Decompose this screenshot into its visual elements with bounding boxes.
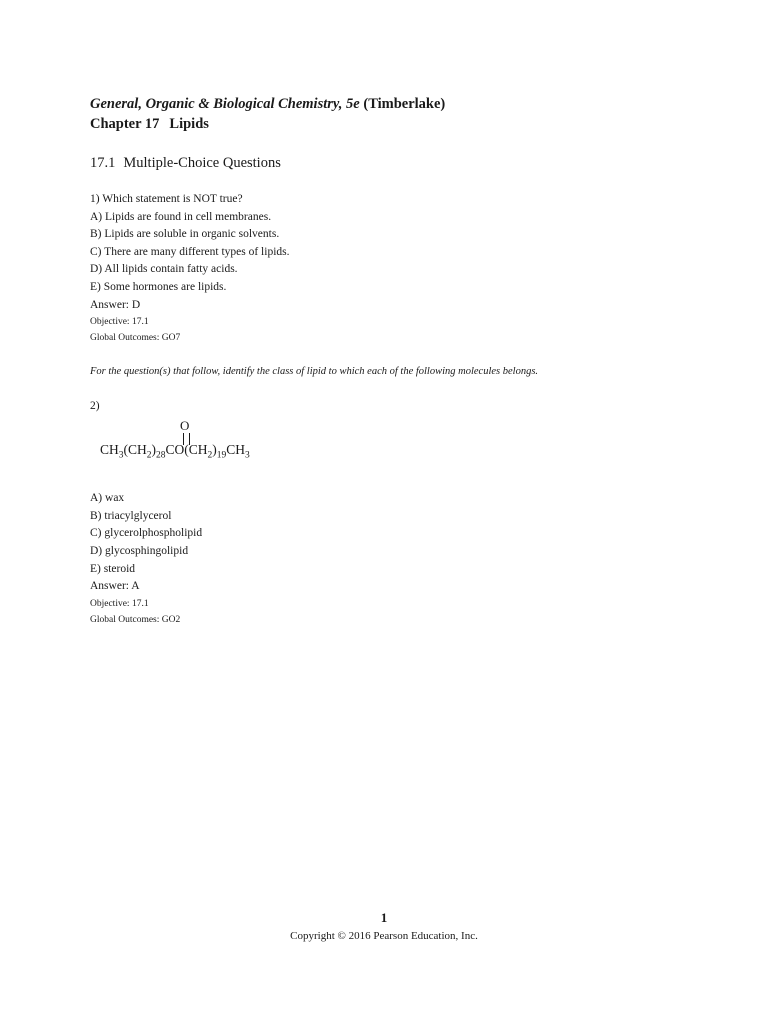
question-1-outcomes: Global Outcomes: GO7 [90,333,181,344]
chapter-title-line [90,114,690,134]
question-2-option-c: C) glycerolphospholipid [90,527,203,540]
question-2-option-d: D) glycosphingolipid [90,544,189,557]
question-1-option-a: A) Lipids are found in cell membranes. [90,210,272,223]
question-1-option-d: D) All lipids contain fatty acids. [90,263,238,276]
question-2-outcomes: Global Outcomes: GO2 [90,614,181,625]
book-title: General, Organic & Biological Chemistry, 5e [90,96,360,112]
question-2-option-b: B) triacylglycerol [90,509,172,522]
question-1-answer: Answer: D [90,298,141,311]
book-author: (Timberlake) [363,96,446,112]
formula-chain: $CH_3(CH_2)_{28}CO(CH_2)_{19}CH_3$ [100,442,250,461]
question-1-option-b: B) Lipids are soluble in organic solvents. [90,228,280,241]
chapter-name: Lipids [169,116,209,132]
question-2-answer: Answer: A [90,580,140,593]
question-1-option-c: C) There are many different types of lipids. [90,245,290,258]
question-1-objective: Objective: 17.1 [90,317,149,328]
chapter-label: Chapter 17 [90,116,160,132]
instruction-text: For the question(s) that follow, identify the class of lipid to which each of the following molecules belongs. [90,366,539,378]
document-page [90,94,690,628]
question-2-objective: Objective: 17.1 [90,598,149,609]
section-title: Multiple-Choice Questions [123,155,281,171]
question-2-option-a: A) wax [90,492,125,505]
page-number: 1 [380,910,388,925]
copyright-notice: Copyright © 2016 Pearson Education, Inc. [290,930,478,942]
book-title-line [90,94,690,114]
section-heading [90,153,690,173]
question-1 [90,191,690,346]
question-2 [90,398,690,628]
formula-oxygen: O [180,418,190,434]
question-1-option-e: E) Some hormones are lipids. [90,280,227,293]
question-2-prompt: 2) [90,400,100,413]
question-2-option-e: E) steroid [90,562,136,575]
chemical-formula [100,414,690,474]
question-1-prompt: 1) Which statement is NOT true? [90,193,243,205]
section-number: 17.1 [90,155,116,171]
question-2-options [90,490,690,628]
